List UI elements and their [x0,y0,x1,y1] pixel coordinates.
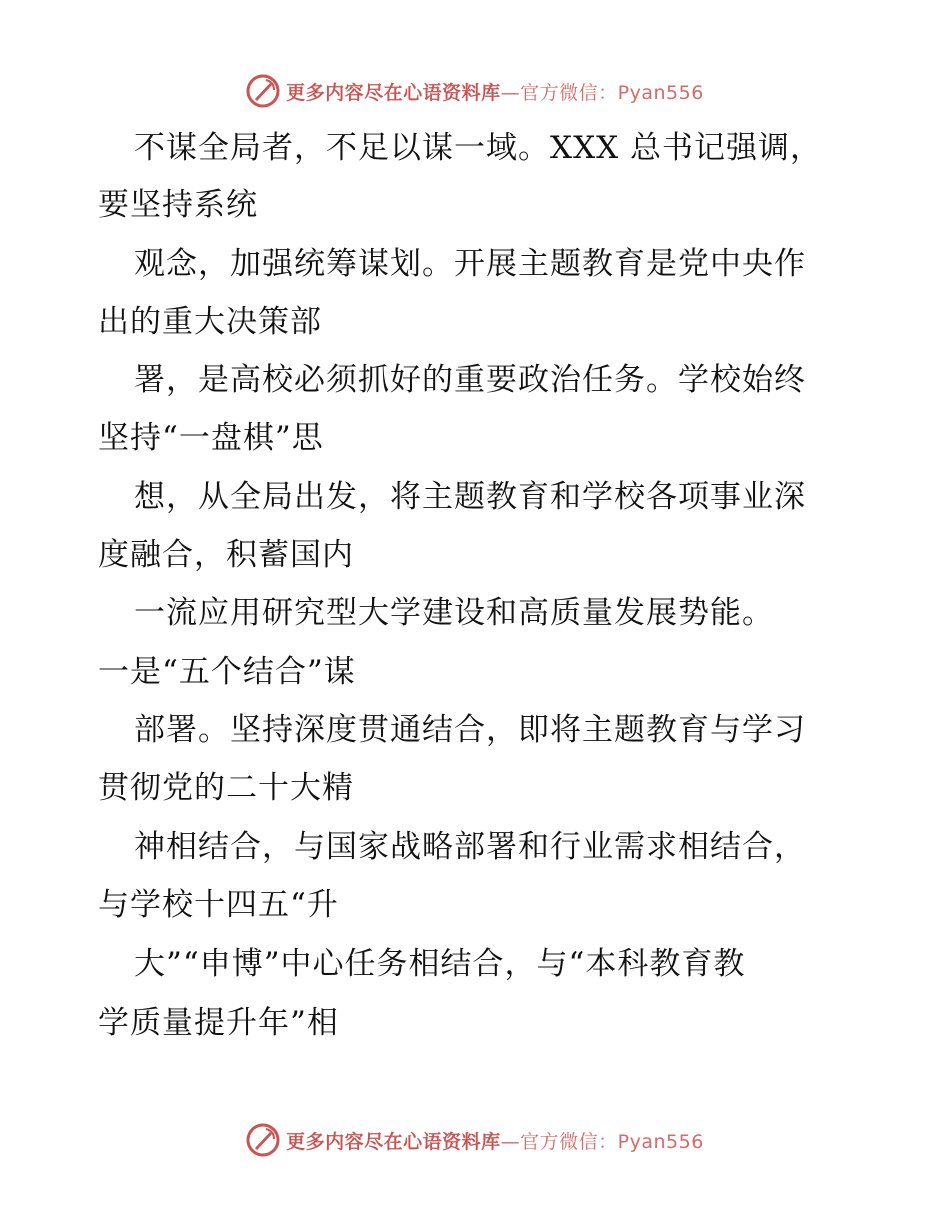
header-watermark [0,71,950,111]
text-line: 一是“五个结合”谋 [98,654,356,690]
text-line: 度融合，积蓄国内 [98,537,354,573]
text-line: 要坚持系统 [98,187,258,223]
text-line: 部署。坚持深度贯通结合，即将主题教育与学习 [134,712,806,748]
text-line: 学质量提升年”相 [98,1005,339,1041]
text-line: 出的重大决策部 [98,304,322,340]
text-line: 大”“申博”中心任务相结合，与“本科教育教 [134,946,746,982]
watermark-text: 更多内容尽在心语资料库—官方微信：Pyan556 [286,1130,704,1153]
quill-logo-icon [246,74,280,108]
text-line: 神相结合，与国家战略部署和行业需求相结合， [134,829,806,865]
text-line: 一流应用研究型大学建设和高质量发展势能。 [134,595,774,631]
footer-watermark [0,1120,950,1160]
quill-logo-icon [246,1123,280,1157]
text-line: 与学校十四五“升 [98,887,339,923]
watermark-text: 更多内容尽在心语资料库—官方微信：Pyan556 [286,81,704,104]
text-line: 署，是高校必须抓好的重要政治任务。学校始终 [134,362,806,398]
text-line: 想，从全局出发，将主题教育和学校各项事业深 [134,479,806,515]
text-line: 观念，加强统筹谋划。开展主题教育是党中央作 [134,246,806,282]
text-line: 不谋全局者，不足以谋一域。XXX 总书记强调， [134,130,823,166]
text-line: 贯彻党的二十大精 [98,770,354,806]
text-line: 坚持“一盘棋”思 [98,420,324,456]
